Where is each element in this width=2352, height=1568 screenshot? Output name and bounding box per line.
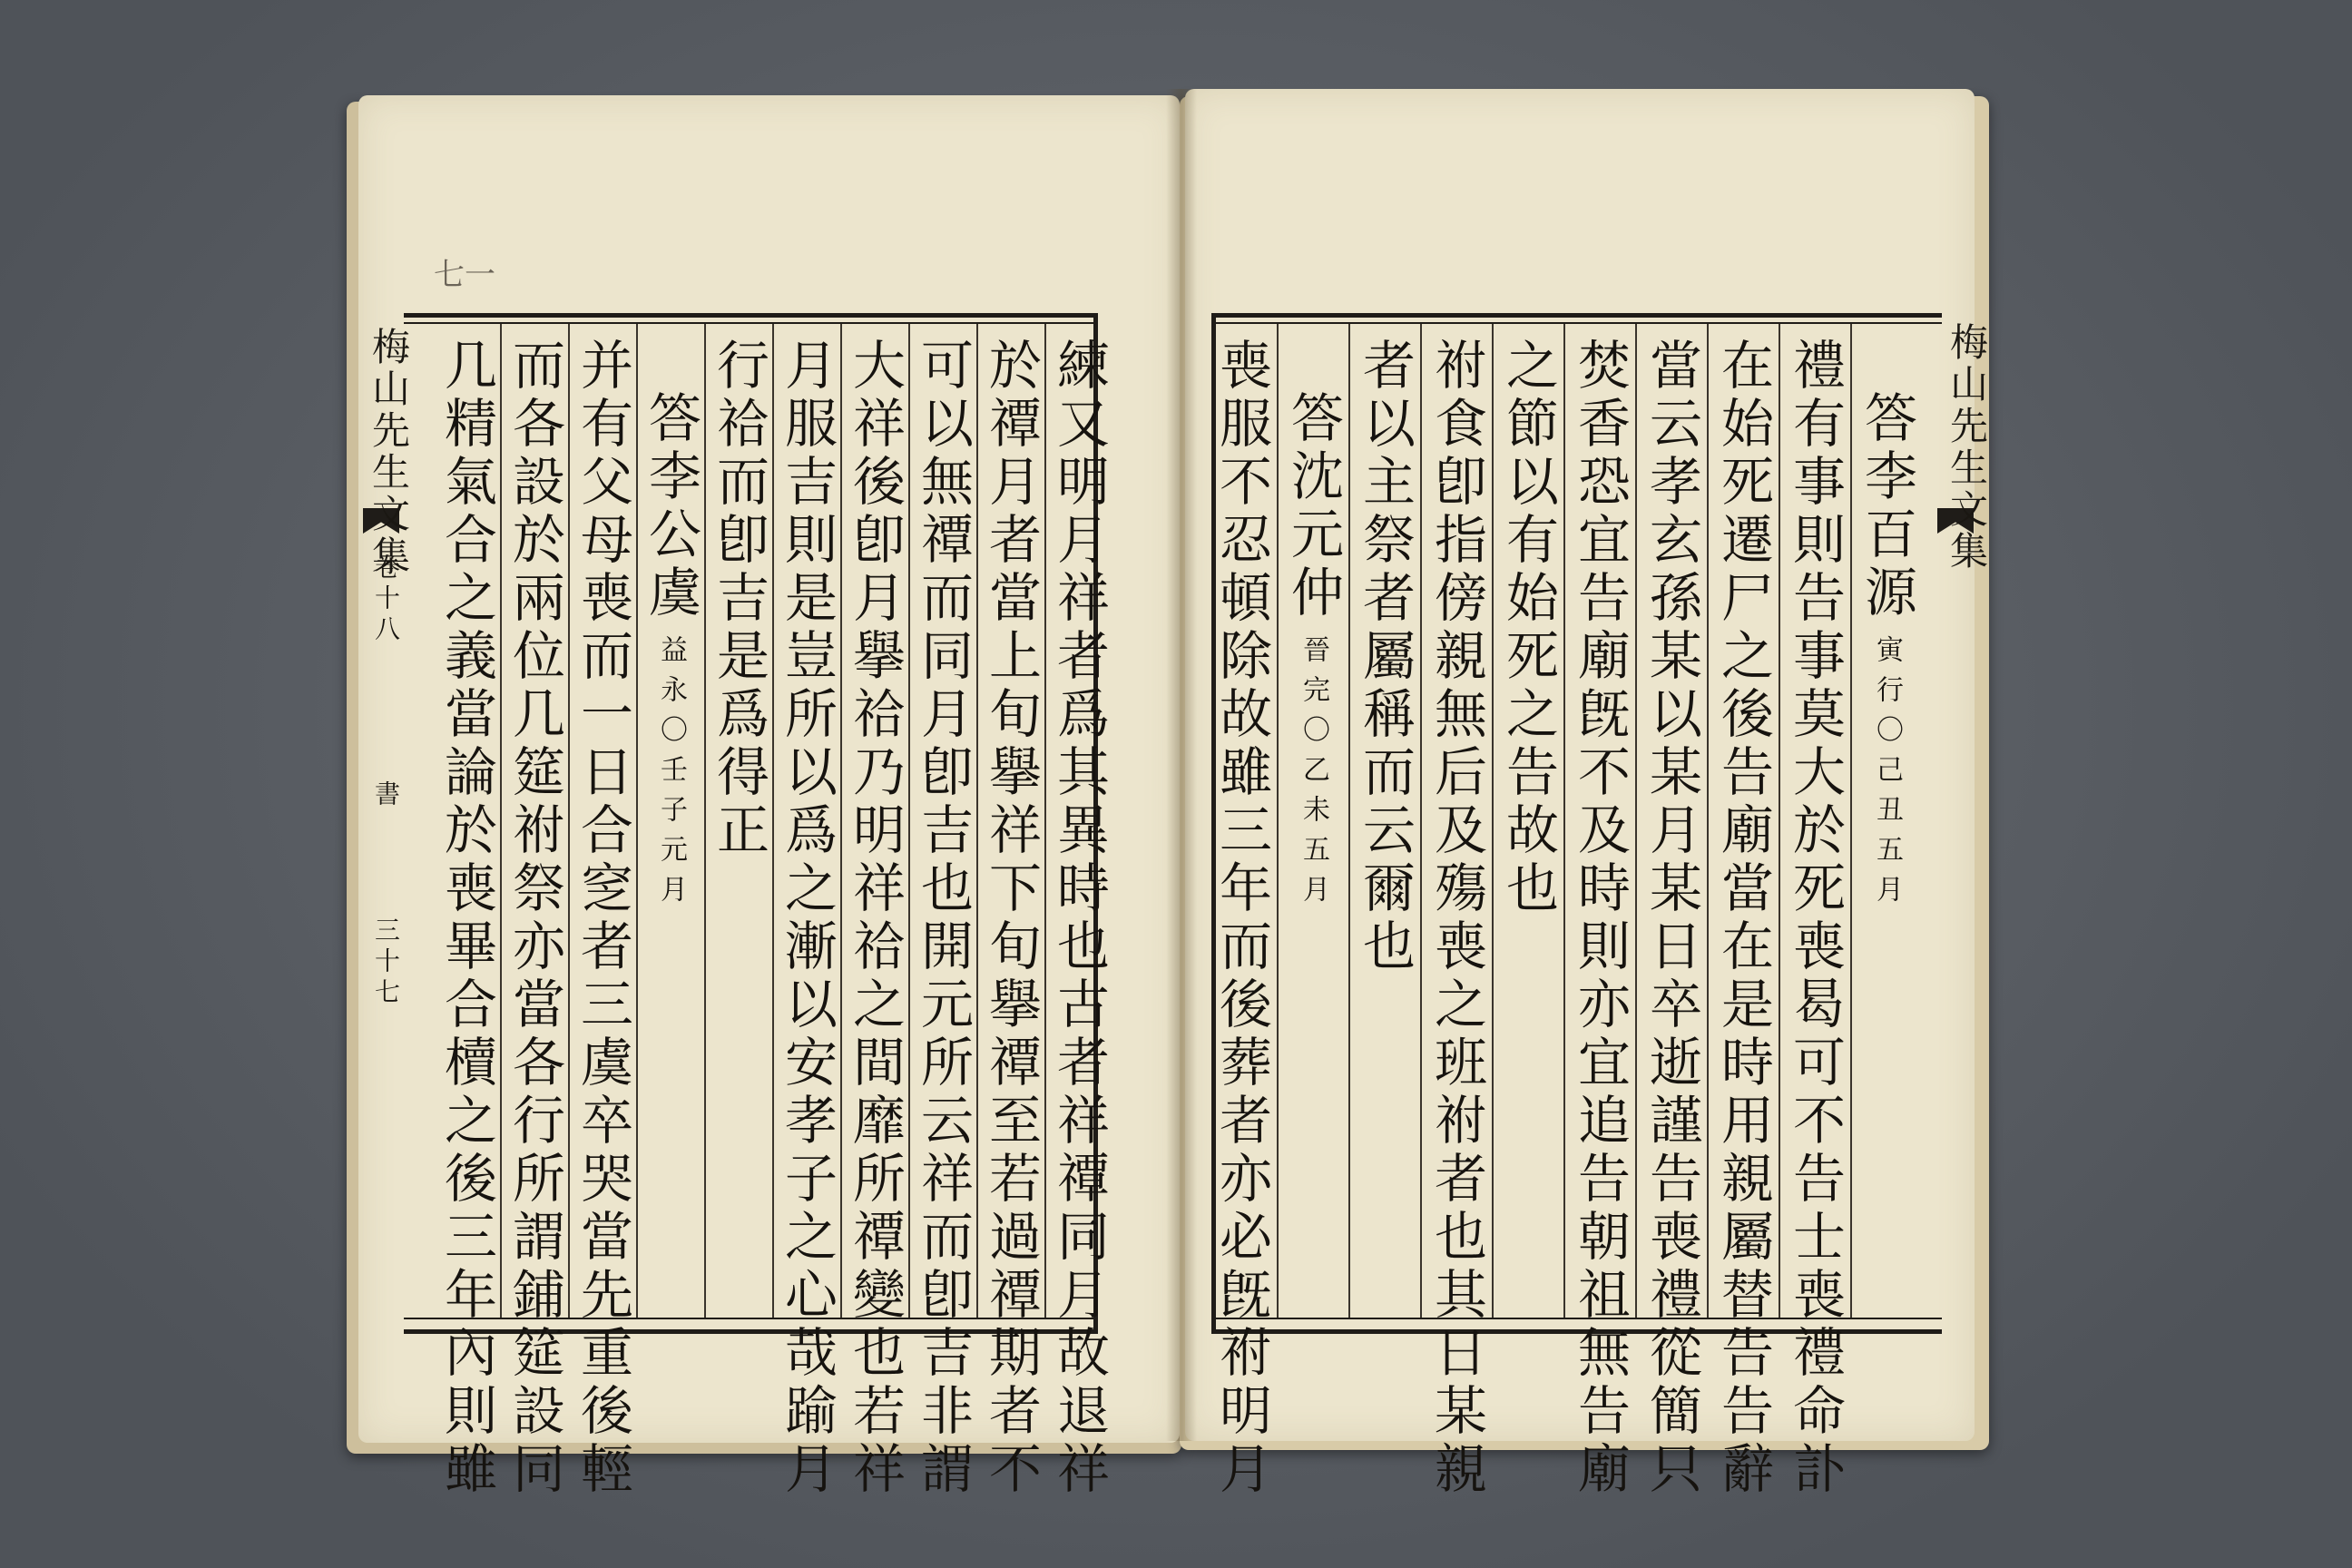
text-column: 焚香恐宜告廟旣不及時則亦宜追告朝祖無告廟 xyxy=(1569,338,1631,1499)
pencil-mark: 七一 xyxy=(434,257,495,293)
letter-heading xyxy=(1282,390,1344,915)
right-inner-rule-top xyxy=(1211,322,1942,324)
column-rule xyxy=(500,324,502,1318)
text-column: 禮有事則告事莫大於死喪曷可不告士喪禮命訃 xyxy=(1784,338,1846,1499)
text-column: 并有父母喪而一日合窆者三虞卒哭當先重後輕 xyxy=(572,338,633,1499)
column-rule xyxy=(568,324,570,1318)
text-column: 月服吉則是豈所以爲之漸以安孝子之心哉踰月 xyxy=(776,338,838,1499)
text-column: 之節以有始死之告故也 xyxy=(1497,338,1559,918)
text-column: 祔食卽指傍親無后及殤喪之班祔者也其日某親 xyxy=(1426,338,1487,1499)
column-rule xyxy=(1850,324,1852,1318)
column-rule xyxy=(1044,324,1046,1318)
column-rule xyxy=(1277,324,1279,1318)
column-rule xyxy=(1420,324,1422,1318)
text-column: 當云孝玄孫某以某月某日卒逝謹告喪禮從簡只 xyxy=(1641,338,1702,1499)
column-rule xyxy=(636,324,638,1318)
column-rule xyxy=(704,324,706,1318)
text-column: 大祥後卽月擧祫乃明祥祫之間靡所禫變也若祥 xyxy=(844,338,906,1499)
text-column: 在始死遷尸之後告廟當在是時用親屬替告告辭 xyxy=(1712,338,1774,1499)
book-gutter xyxy=(1166,89,1197,1441)
heading-note: 晉完〇乙未五月 xyxy=(1298,635,1329,915)
column-rule xyxy=(1348,324,1350,1318)
right-fold-title: 梅山先生文集 xyxy=(1945,322,1989,573)
left-fold-page-number: 三十七 xyxy=(371,916,401,1009)
letter-heading xyxy=(1856,390,1917,915)
text-column: 喪服不忍頓除故雖三年而後葬者亦必旣祔明月 xyxy=(1210,338,1272,1499)
column-rule xyxy=(1635,324,1637,1318)
left-fold-section: 書 xyxy=(371,780,401,811)
text-column: 行祫而卽吉是爲得正 xyxy=(708,338,769,860)
left-fold-volume: 卷十八 xyxy=(371,554,401,646)
column-rule xyxy=(840,324,842,1318)
heading-text: 答沈元仲 xyxy=(1282,390,1344,622)
column-rule xyxy=(1707,324,1709,1318)
text-column: 於禫月者當上旬擧祥下旬擧禫至若過禫期者不 xyxy=(980,338,1042,1499)
column-rule xyxy=(1563,324,1565,1318)
column-rule xyxy=(976,324,978,1318)
text-column: 而各設於兩位几筵祔祭亦當各行所謂鋪筵設同 xyxy=(504,338,565,1499)
column-rule xyxy=(1779,324,1780,1318)
heading-text: 答李公虞 xyxy=(640,390,701,622)
letter-heading xyxy=(640,390,701,915)
left-inner-rule-top xyxy=(404,322,1098,324)
column-rule xyxy=(772,324,774,1318)
text-column: 者以主祭者屬稱而云爾也 xyxy=(1354,338,1416,976)
text-column: 可以無禫而同月卽吉也開元所云祥而卽吉非謂 xyxy=(912,338,974,1499)
heading-note: 益永〇壬子元月 xyxy=(655,635,687,915)
column-rule xyxy=(1492,324,1494,1318)
heading-note: 寅行〇己丑五月 xyxy=(1871,635,1903,915)
text-column: 几精氣合之義當論於喪畢合櫝之後三年內則雖 xyxy=(436,338,497,1499)
text-column: 練又明月祥者爲其異時也古者祥禫同月故退祥 xyxy=(1048,338,1110,1499)
column-rule xyxy=(908,324,910,1318)
left-fold-title: 梅山先生文集 xyxy=(367,327,411,577)
heading-text: 答李百源 xyxy=(1856,390,1917,622)
